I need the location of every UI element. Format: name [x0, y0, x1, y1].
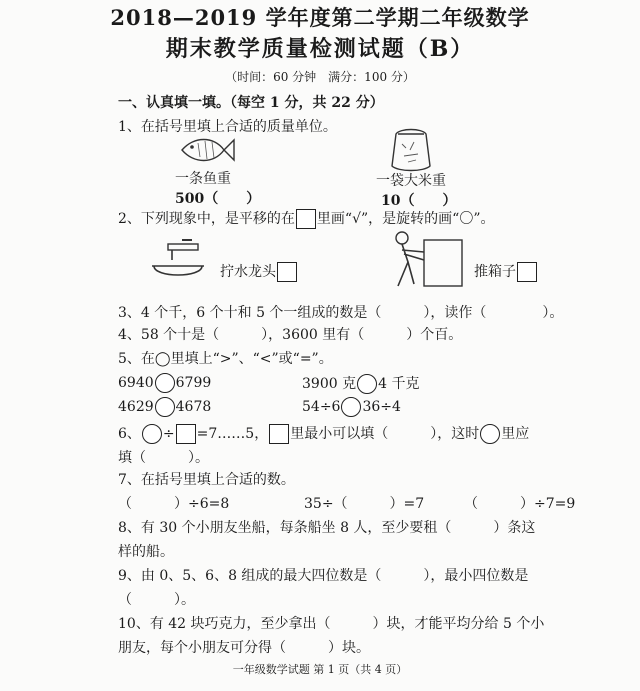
- exam-meta: （时间：60 分钟 满分：100 分）: [225, 70, 415, 84]
- compare-circle[interactable]: [155, 373, 175, 393]
- q5-compare-4: [302, 397, 401, 417]
- q5-value: 36÷4: [362, 399, 401, 415]
- q5-value: 4629: [118, 399, 154, 415]
- rice-bag-illustration: [388, 126, 434, 174]
- q5-value: 3900 克: [302, 376, 357, 392]
- faucet-illustration: [148, 238, 210, 282]
- q5-compare-1: [118, 373, 211, 393]
- q2-text-b: 里画“√”，是旋转的画“〇”。: [316, 211, 495, 227]
- q7-equation-1: （ ）÷6=8: [118, 496, 230, 512]
- question-10: 10、有 42 块巧克力，至少拿出（ ）块，才能平均分给 5 个小: [118, 616, 545, 632]
- q7-equation-2: 35÷（ ）=7: [304, 496, 425, 512]
- compare-circle[interactable]: [341, 397, 361, 417]
- answer-circle[interactable]: [142, 424, 162, 444]
- question-3: 3、4 个千，6 个十和 5 个一组成的数是（ ），读作（ ）。: [118, 305, 564, 321]
- q5-value: 54÷6: [302, 399, 341, 415]
- q2-item2-label: 推箱子: [474, 264, 516, 280]
- page-footer: 一年级数学试题 第 1 页（共 4 页）: [232, 663, 408, 676]
- question-6-cont: 填（ ）。: [118, 450, 209, 466]
- compare-circle[interactable]: [357, 374, 377, 394]
- q1-item1-value: 500（ ）: [175, 191, 261, 207]
- fish-illustration: [178, 134, 236, 166]
- question-1: 1、在括号里填上合适的质量单位。: [118, 119, 337, 135]
- answer-box[interactable]: [296, 209, 316, 229]
- pushing-box-illustration: [380, 228, 466, 292]
- q1-item2-label: 一袋大米重: [376, 173, 446, 189]
- question-7: 7、在括号里填上合适的数。: [118, 472, 295, 488]
- answer-circle[interactable]: [480, 424, 500, 444]
- q2-text-a: 2、下列现象中，是平移的在: [118, 211, 295, 227]
- title-line-2: 期末教学质量检测试题（B）: [165, 36, 475, 62]
- q6-middle: 里最小可以填（ ），这时: [290, 426, 480, 442]
- question-8: 8、有 30 个小朋友坐船，每条船坐 8 人，至少要租（ ）条这: [118, 520, 536, 536]
- q5-compare-2: [302, 373, 419, 394]
- question-8-cont: 样的船。: [118, 544, 174, 560]
- title-line-1: 2018—2019 学年度第二学期二年级数学: [110, 5, 530, 30]
- q7-equation-3: （ ）÷7=9: [464, 496, 576, 512]
- question-9: 9、由 0、5、6、8 组成的最大四位数是（ ），最小四位数是: [118, 568, 529, 584]
- question-10-cont: 朋友，每个小朋友可分得（ ）块。: [118, 640, 370, 656]
- q5-value: 4 千克: [378, 376, 420, 392]
- q5-value: 6940: [118, 375, 154, 391]
- question-6: [118, 423, 529, 444]
- answer-box[interactable]: [277, 262, 297, 282]
- question-9-cont: （ ）。: [118, 592, 195, 608]
- answer-box[interactable]: [517, 262, 537, 282]
- q5-compare-3: [118, 397, 211, 417]
- answer-box[interactable]: [269, 424, 289, 444]
- q6-number: 6、: [118, 426, 141, 442]
- question-4: 4、58 个十是（ ），3600 里有（ ）个百。: [118, 327, 463, 343]
- section-1-heading: 一、认真填一填。（每空 1 分，共 22 分）: [118, 95, 384, 111]
- q1-item2-value: 10（ ）: [381, 193, 457, 209]
- question-5: 5、在◯里填上“>”、“<”或“=”。: [118, 351, 333, 367]
- q6-end: 里应: [501, 426, 530, 442]
- q1-item1-label: 一条鱼重: [175, 171, 231, 187]
- q2-item1: [220, 261, 298, 282]
- q6-equation: =7……5，: [196, 426, 269, 442]
- answer-box[interactable]: [176, 424, 196, 444]
- q5-value: 6799: [175, 375, 212, 391]
- question-2: [118, 208, 494, 229]
- q2-item1-label: 拧水龙头: [220, 264, 276, 280]
- q6-operator: ÷: [162, 426, 175, 442]
- compare-circle[interactable]: [155, 397, 175, 417]
- q2-item2: [474, 261, 538, 282]
- q5-value: 4678: [175, 399, 212, 415]
